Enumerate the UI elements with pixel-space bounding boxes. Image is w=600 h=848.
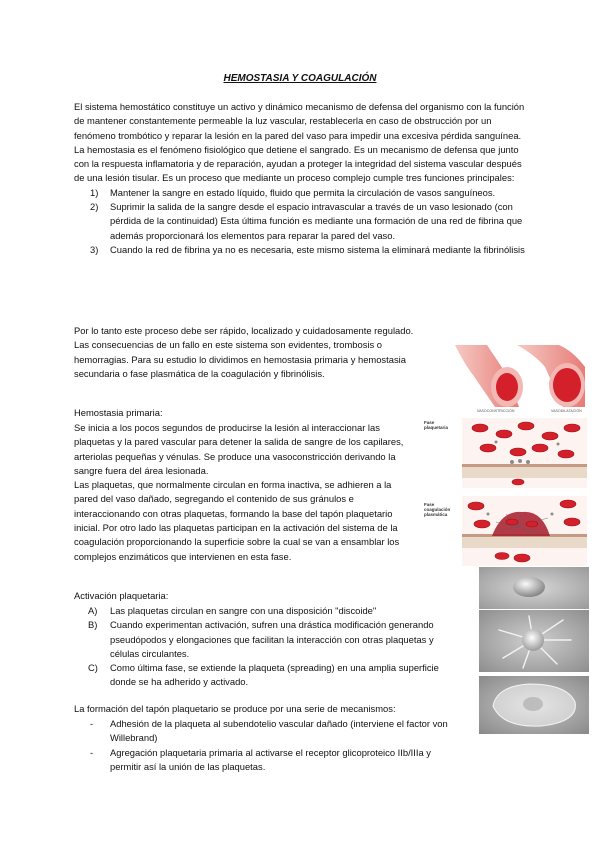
list-letter: B) xyxy=(88,619,98,631)
tapon-list xyxy=(74,717,464,774)
list-item xyxy=(74,186,529,200)
primaria-section xyxy=(74,421,414,564)
intro-paragraph-2: La hemostasia es el fenómeno fisiológico que detiene el sangrado. Es un mecanismo de defensa que junto con la respuesta inflamatoria y de reparación, ayudan a proteger la integridad del sistema vascular después de una lesión tisular. Es un proceso que mediante un proceso complejo cumple tres funciones principales: xyxy=(74,143,522,184)
platelet xyxy=(526,460,530,464)
list-number: 1) xyxy=(90,186,99,198)
list-item xyxy=(74,746,464,775)
platelet xyxy=(510,460,514,464)
list-text: Cuando la red de fibrina ya no es necesaria, este mismo sistema la eliminará mediante la fibrinólisis xyxy=(110,243,525,255)
list-item xyxy=(74,243,529,257)
platelet xyxy=(495,441,498,444)
red-cell xyxy=(474,520,490,528)
label-vasoconstriccion: VASOCONSTRICCIÓN xyxy=(477,409,515,413)
red-cell xyxy=(518,422,534,430)
activacion-heading: Activación plaquetaria: xyxy=(74,590,169,601)
primaria-paragraph-1: Se inicia a los pocos segundos de producirse la lesión al interaccionar las plaquetas y la pared vascular para detener la salida de sangre de los capilares, arteriolas pequeñas y vénulas. Se produce una vasoconstricción derivando la sangre fuera del área lesionada. xyxy=(74,422,404,476)
platelet xyxy=(557,443,560,446)
platelet-center xyxy=(523,697,543,711)
list-item xyxy=(74,604,459,618)
red-cell xyxy=(468,502,484,510)
list-item xyxy=(74,200,529,243)
platelet xyxy=(487,513,490,516)
list-bullet: - xyxy=(90,718,94,729)
tapon-heading: La formación del tapón plaquetario se produce por una serie de mecanismos: xyxy=(74,703,396,714)
list-bullet: - xyxy=(90,746,94,758)
vessel-left-lumen xyxy=(496,373,518,401)
vessel-wall xyxy=(462,466,587,478)
vessel-illustration xyxy=(455,345,585,415)
red-cell xyxy=(495,553,509,560)
red-cell xyxy=(512,479,524,485)
list-number: 3) xyxy=(90,243,99,255)
list-text: Como última fase, se extiende la plaqueta (spreading) en una amplia superficie donde se ha adherido y activado. xyxy=(110,662,439,688)
list-text: Las plaquetas circulan en sangre con una disposición "discoide" xyxy=(110,605,377,616)
list-item xyxy=(74,618,459,661)
list-text: Adhesión de la plaqueta al subendotelio vascular dañado (interviene el factor von Willebrand) xyxy=(110,718,448,744)
red-cell xyxy=(514,554,530,562)
platelet xyxy=(518,459,522,463)
endothelium xyxy=(462,464,587,467)
micrograph-activated xyxy=(479,610,589,672)
vessel-wall-2 xyxy=(462,536,587,548)
primaria-paragraph-2: Las plaquetas, que normalmente circulan en forma inactiva, se adhieren a la pared del vaso dañado, segregando el contenido de sus gránulos e interaccionando con otras plaquetas, formando la base del tapón plaquetario inicial. Por otro lado las plaquetas participan en la activación del sistema de la coagulación proporcionando la superficie sobre la cual se van a ensamblar los complejos enzimáticos que intervienen en esta fase. xyxy=(74,479,400,562)
list-text: Agregación plaquetaria primaria al activarse el receptor glicoproteico IIb/IIIa y permitir así la unión de las plaquetas. xyxy=(110,746,431,772)
red-cell xyxy=(510,448,526,456)
primaria-heading: Hemostasia primaria: xyxy=(74,407,163,418)
list-letter: C) xyxy=(88,662,98,674)
platelet xyxy=(551,513,554,516)
label-fase-coagulacion: Fase coagulación plasmática xyxy=(424,502,451,517)
red-cell xyxy=(506,519,518,525)
functions-list xyxy=(74,186,529,257)
red-cell xyxy=(564,518,580,526)
label-vasodilatacion: VASODILATACIÓN xyxy=(551,409,582,413)
list-item xyxy=(74,661,459,690)
hemostasis-figure xyxy=(422,418,590,566)
vessel-right-lumen xyxy=(553,368,581,402)
red-cell xyxy=(564,424,580,432)
red-cell xyxy=(560,500,576,508)
list-text: Cuando experimentan activación, sufren una drástica modificación generando pseudópodos y elongaciones que facilitan la interacción con otras plaquetas y células circulantes. xyxy=(110,619,434,659)
summary-paragraph: Por lo tanto este proceso debe ser rápido, localizado y cuidadosamente regulado. Las consecuencias de un fallo en este sistema son evidentes, trombosis o hemorragias. Para su estudio lo dividimos en hemostasia primaria y hemostasia secundaria o fase plasmática de la coagulación y fibrinólisis. xyxy=(74,325,414,379)
list-number: 2) xyxy=(90,201,99,213)
red-cell xyxy=(496,430,512,438)
list-letter: A) xyxy=(88,605,98,616)
intro-paragraph-1: El sistema hemostático constituye un activo y dinámico mecanismo de defensa del organismo con la función de mantener constantemente permeable la luz vascular, restablecerla en caso de obstrucción por un fenómeno trombótico y reparar la lesión en la pared del vaso para impedir una excesiva pérdida sanguínea. xyxy=(74,101,525,141)
red-cell xyxy=(526,521,538,527)
summary-section xyxy=(74,324,414,381)
activacion-section xyxy=(74,604,459,690)
red-cell xyxy=(532,444,548,452)
red-cells-bottom-leak xyxy=(512,479,524,485)
list-text: Suprimir la salida de la sangre desde el espacio intravascular a través de un vaso lesionado (con pérdida de la continuidad) Esta última función es mediante una formación de una red de fibrina que además proporcionará los elementos para reparar la pared del vaso. xyxy=(110,201,523,241)
micrograph-spreading xyxy=(479,676,589,734)
platelet-activated-image xyxy=(479,610,589,672)
document-title: HEMOSTASIA Y COAGULACIÓN xyxy=(223,73,377,84)
discoid-platelet xyxy=(513,577,545,597)
red-cell xyxy=(542,432,558,440)
platelet-discoid-image xyxy=(479,567,589,609)
micrograph-discoid xyxy=(479,567,589,609)
vessel-figure xyxy=(455,345,585,415)
list-item xyxy=(74,717,464,746)
intro-section xyxy=(74,100,529,257)
red-cell xyxy=(472,424,488,432)
red-cell xyxy=(480,444,496,452)
label-fase-plaquetaria: Fase plaquetaria xyxy=(424,420,449,430)
activacion-list xyxy=(74,604,459,690)
red-cell xyxy=(558,450,574,458)
tapon-section xyxy=(74,717,464,774)
activated-platelet xyxy=(522,629,544,651)
list-text: Mantener la sangre en estado líquido, fluido que permita la circulación de vasos sanguíneos. xyxy=(110,186,496,198)
platelet-spreading-image xyxy=(479,676,589,734)
hemostasis-illustration xyxy=(422,418,590,566)
